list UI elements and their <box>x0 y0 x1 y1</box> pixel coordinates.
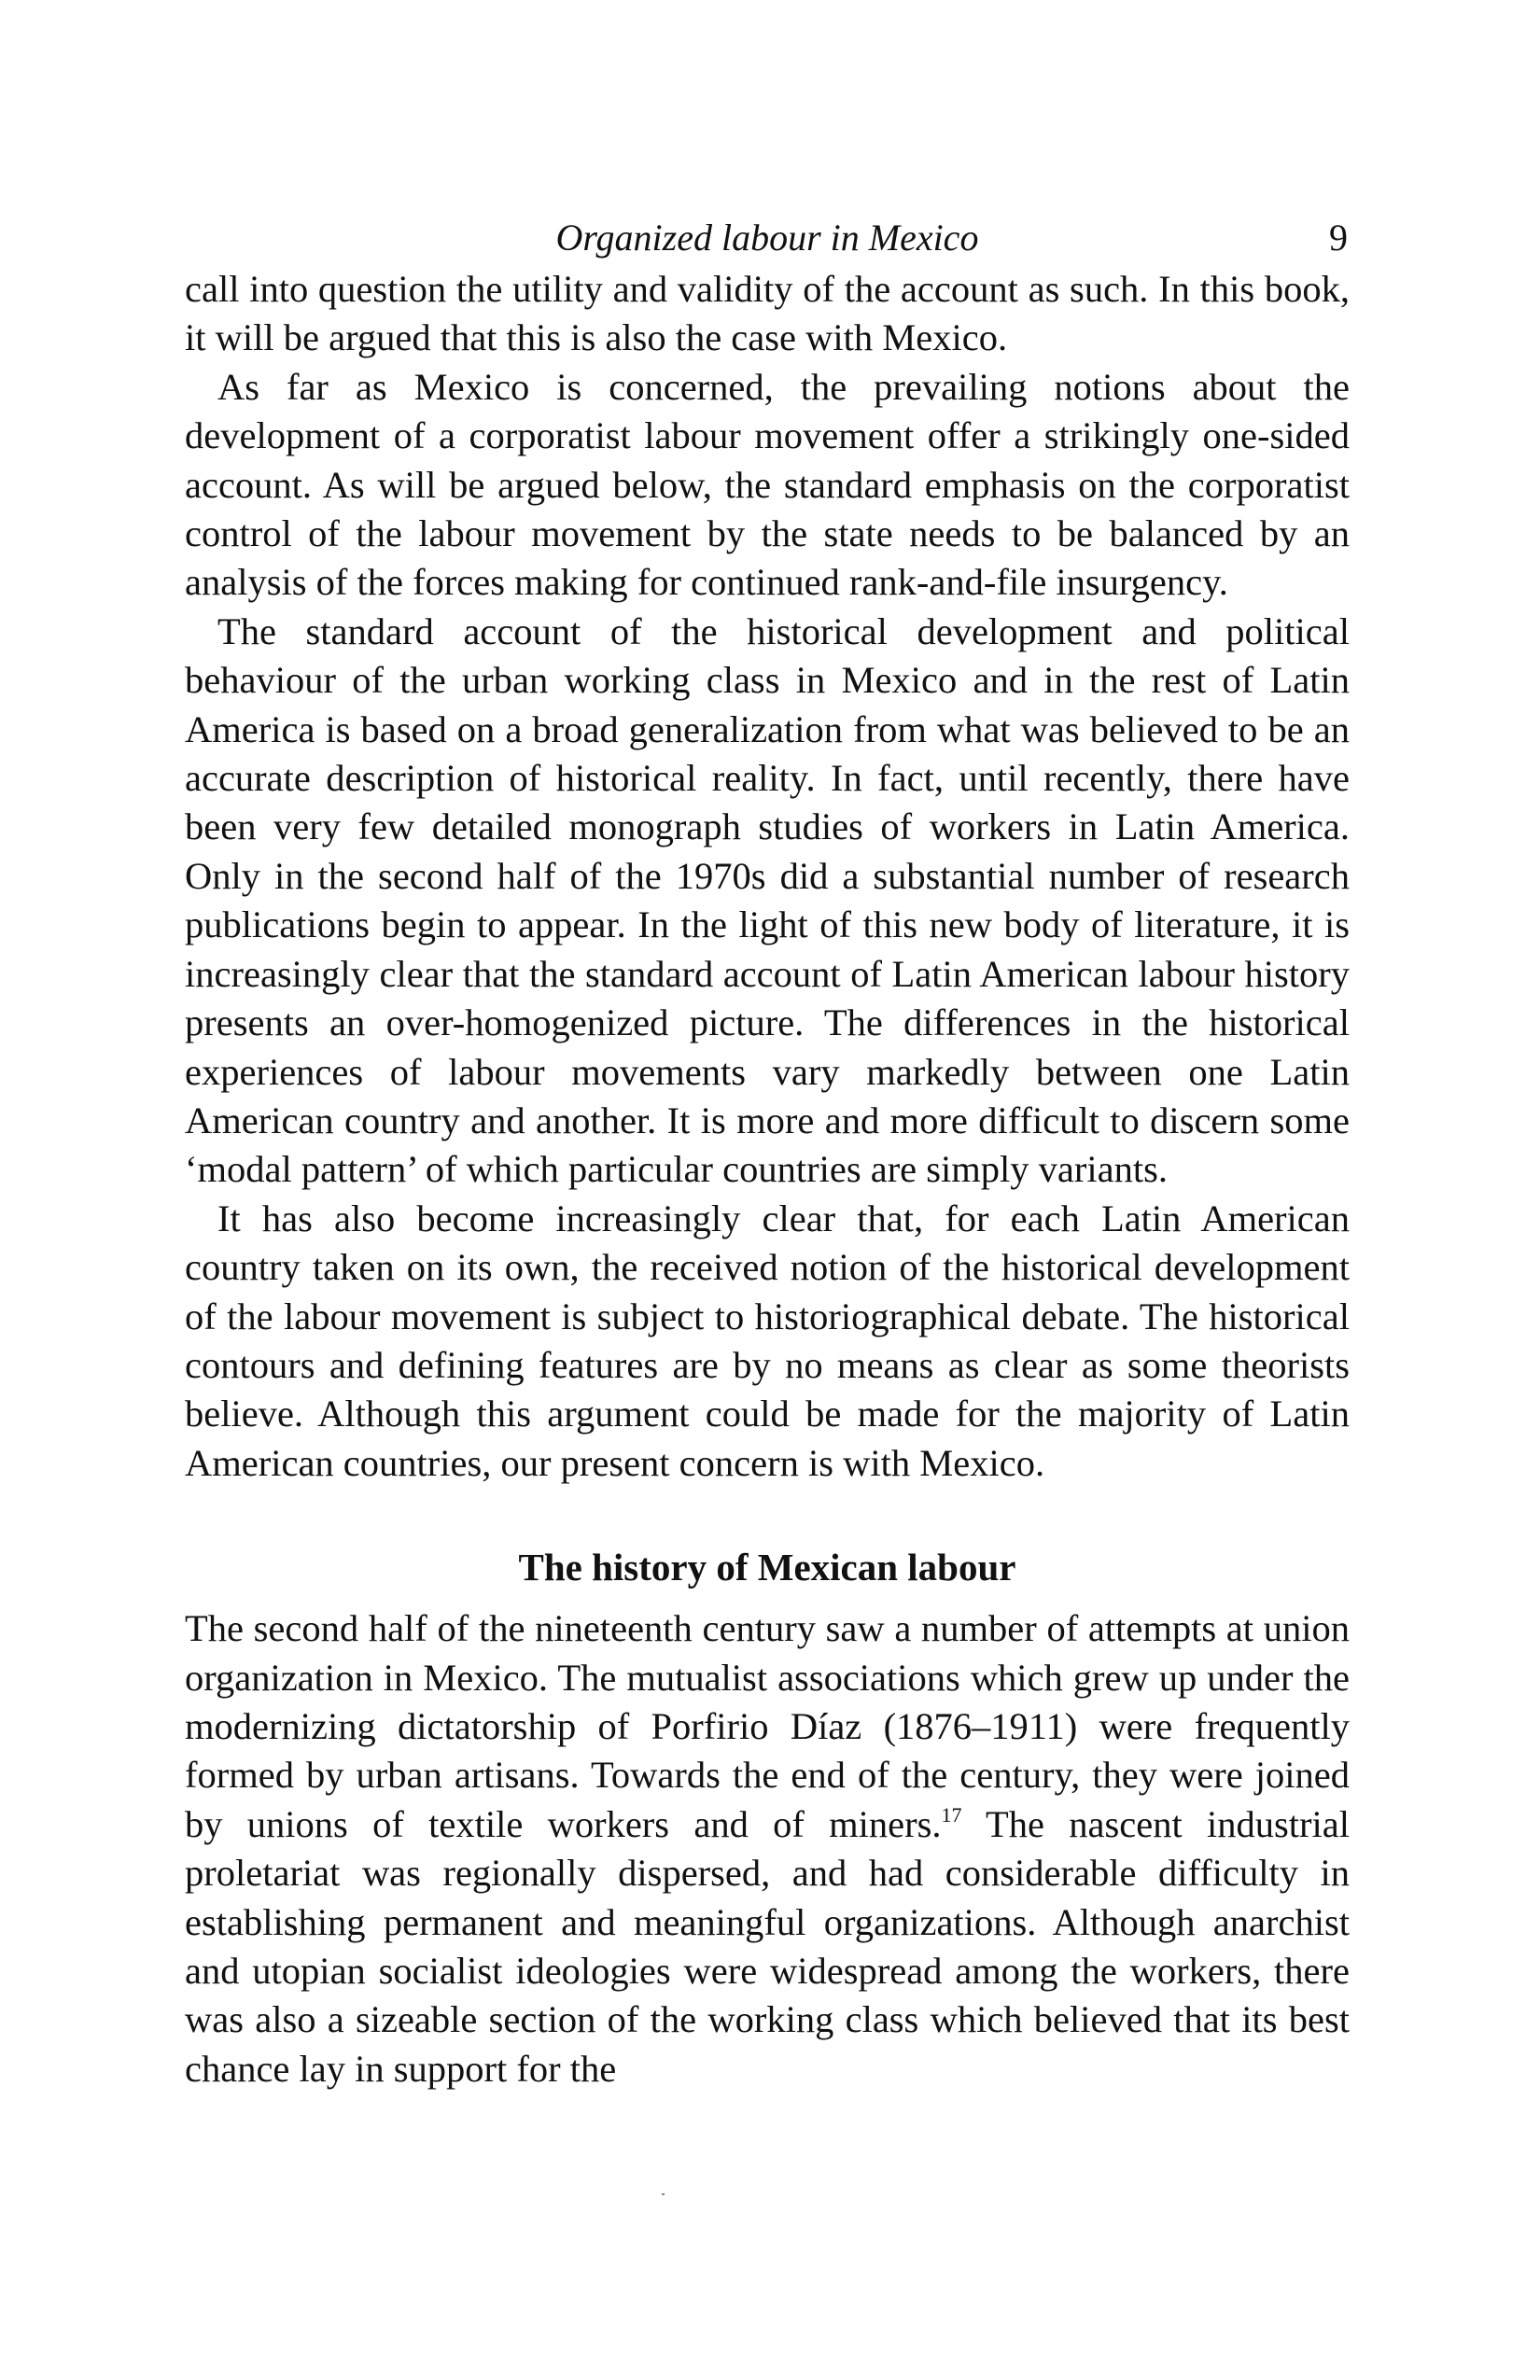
book-page <box>185 211 1350 2093</box>
paragraph-text-continued: The nascent industrial proletariat was regionally dispersed, and had considerable difficulty in establishing permanent and meaningful organizations. Although anarchist and utopian socialist ideologies were widespread among the workers, there was also a sizeable section of the working class which believed that its best chance lay in support for the <box>185 1802 1351 2090</box>
scan-speck <box>662 2193 665 2195</box>
paragraph-continuation: call into question the utility and validity of the account as such. In this book, it will be argued that this is also the case with Mexico. <box>185 268 1350 359</box>
running-head-title: Organized labour in Mexico <box>555 217 979 259</box>
paragraph-historiographical-debate: It has also become increasingly clear that, for each Latin American country taken on its own, the received notion of the historical development of the labour movement is subject to historiographical debate. The historical contours and defining features are by no means as clear as some theorists believe. Although this argument could be made for the majority of Latin American countries, our present concern is with Mexico. <box>185 1197 1350 1484</box>
paragraph-mexican-labour-history <box>185 1604 1350 2093</box>
paragraph-standard-account: The standard account of the historical development and political behaviour of the urban working class in Mexico and in the rest of Latin America is based on a broad generalization from what was believed to be an accurate description of historical reality. In fact, until recently, there have been very few detailed monograph studies of workers in Latin America. Only in the second half of the 1970s did a substantial number of research publications begin to appear. In the light of this new body of literature, it is increasingly clear that the standard account of Latin American labour history presents an over-homogenized picture. The differences in the historical experiences of labour movements vary markedly between one Latin American country and another. It is more and more difficult to discern some ‘modal pattern’ of which particular countries are simply variants. <box>185 609 1350 1191</box>
running-head <box>185 211 1350 265</box>
paragraph-corporatist-account: As far as Mexico is concerned, the prevailing notions about the development of a corporatist labour movement offer a strikingly one-sided account. As will be argued below, the standard emphasis on the corporatist control of the labour movement by the state needs to be balanced by an analysis of the forces making for continued rank-and-file insurgency. <box>185 365 1350 604</box>
paragraph-text: The second half of the nineteenth century saw a number of attempts at union organization in Mexico. The mutualist associations which grew up under the modernizing dictatorship of Porfirio Díaz (1876–1911) were frequently formed by urban artisans. Towards the end of the century, they were joined by unions of textile workers and of miners. <box>185 1607 1350 1845</box>
section-heading: The history of Mexican labour <box>518 1546 1016 1589</box>
footnote-reference: 17 <box>941 1802 962 1827</box>
page-number: 9 <box>1329 217 1348 259</box>
